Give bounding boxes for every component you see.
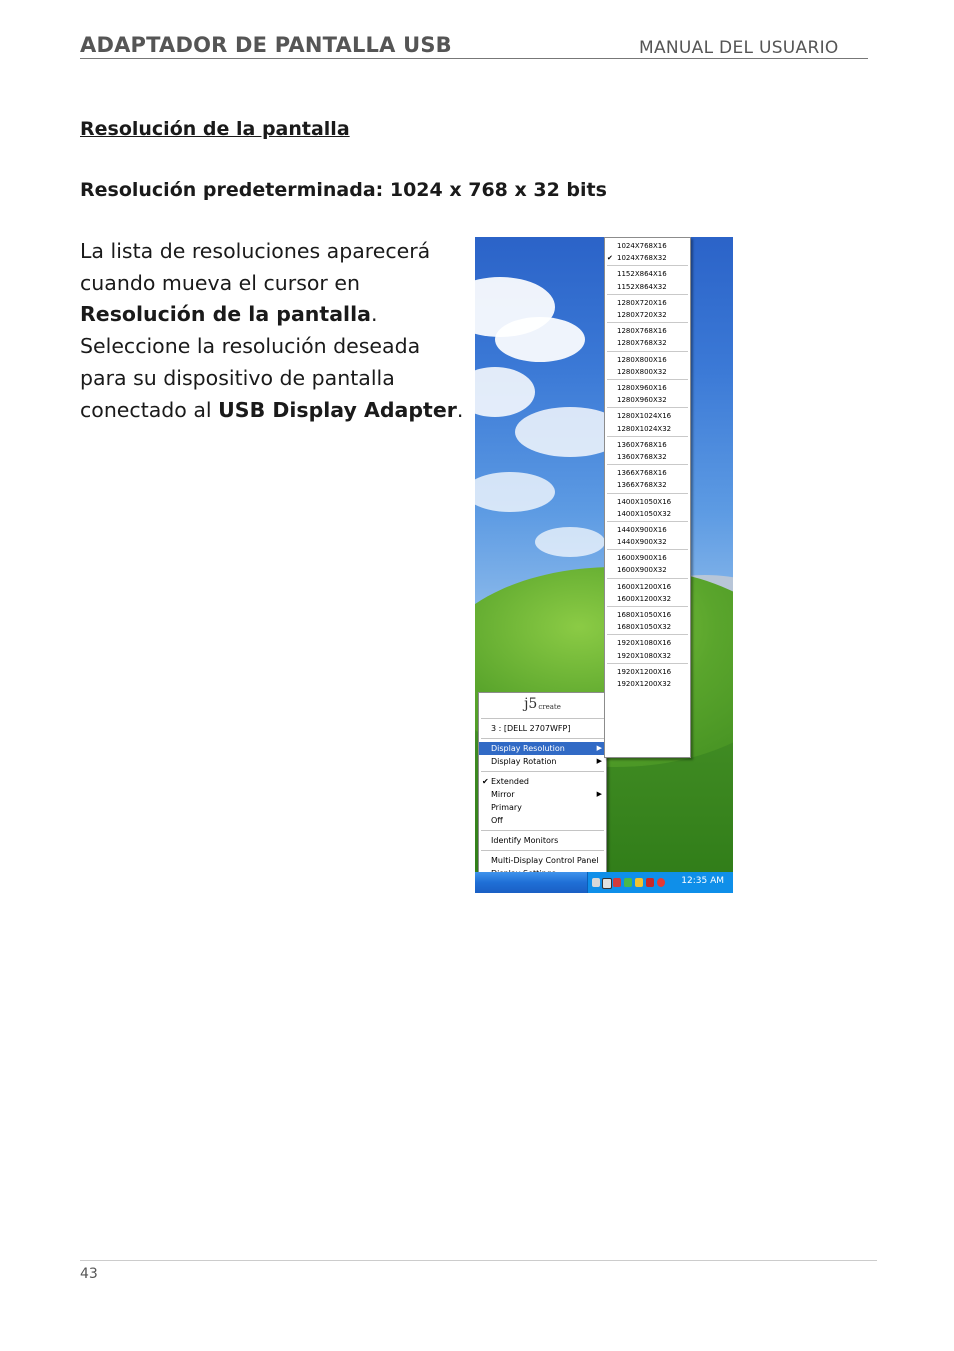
resolution-submenu[interactable] xyxy=(604,237,691,758)
menu-item-off[interactable]: Off xyxy=(491,816,503,825)
resolution-label: 1920X1080X16 xyxy=(617,639,672,648)
menu-item-display-rotation[interactable]: Display Rotation ▶ xyxy=(491,757,602,766)
resolution-group xyxy=(607,323,688,351)
resolution-group xyxy=(607,465,688,493)
resolution-item[interactable] xyxy=(607,451,688,463)
resolution-group xyxy=(607,380,688,408)
resolution-label: 1600X1200X32 xyxy=(617,594,672,603)
resolution-item[interactable] xyxy=(607,439,688,451)
j5create-logo: j5 create xyxy=(524,696,561,712)
resolution-group xyxy=(607,522,688,550)
resolution-item[interactable] xyxy=(607,609,688,621)
resolution-item[interactable] xyxy=(607,496,688,508)
resolution-label: 1024X768X32 xyxy=(617,254,667,263)
resolution-label: 1680X1050X32 xyxy=(617,623,672,632)
default-resolution-subtitle: Resolución predeterminada: 1024 x 768 x 32 bits xyxy=(80,179,607,201)
resolution-label: 1152X864X32 xyxy=(617,282,667,291)
resolution-label: 1280X800X32 xyxy=(617,367,667,376)
resolution-group xyxy=(607,635,688,663)
resolution-item[interactable] xyxy=(607,394,688,406)
resolution-item[interactable] xyxy=(607,366,688,378)
resolution-item[interactable] xyxy=(607,337,688,349)
resolution-item[interactable] xyxy=(607,678,688,690)
resolution-label: 1152X864X16 xyxy=(617,270,667,279)
resolution-label: 1920X1200X16 xyxy=(617,667,672,676)
resolution-item[interactable] xyxy=(607,593,688,605)
resolution-item[interactable] xyxy=(607,252,688,264)
resolution-group xyxy=(607,238,688,266)
resolution-item[interactable] xyxy=(607,581,688,593)
para-text-2: . Seleccione la resolución deseada para su dispositivo de pantalla conectado al xyxy=(80,302,421,422)
submenu-arrow-icon: ▶ xyxy=(596,744,602,752)
menu-item-identify-monitors[interactable]: Identify Monitors xyxy=(491,836,559,845)
tray-icon-shield[interactable] xyxy=(657,878,665,887)
resolution-label: 1280X768X32 xyxy=(617,339,667,348)
resolution-label: 1280X960X16 xyxy=(617,383,667,392)
resolution-item[interactable] xyxy=(607,309,688,321)
cloud xyxy=(495,317,585,362)
resolution-label: 1680X1050X16 xyxy=(617,611,672,620)
resolution-item[interactable] xyxy=(607,666,688,678)
resolution-group xyxy=(607,408,688,436)
resolution-item[interactable] xyxy=(607,281,688,293)
tray-icon-volume[interactable] xyxy=(635,878,643,887)
para-bold-2: USB Display Adapter xyxy=(218,397,457,422)
resolution-label: 1920X1080X32 xyxy=(617,651,672,660)
tray-icon-antivirus[interactable] xyxy=(646,878,654,887)
resolution-label: 1366X768X32 xyxy=(617,481,667,490)
tray-icon-update[interactable] xyxy=(624,878,632,887)
menu-item-extended[interactable]: ✔ Extended xyxy=(482,777,529,786)
resolution-item[interactable] xyxy=(607,621,688,633)
taskbar xyxy=(475,872,733,893)
resolution-item[interactable] xyxy=(607,524,688,536)
cloud xyxy=(475,472,555,512)
submenu-arrow-icon: ▶ xyxy=(596,757,602,765)
menu-item-monitor[interactable]: 3 : [DELL 2707WFP] xyxy=(491,724,571,733)
resolution-label: 1280X768X16 xyxy=(617,327,667,336)
resolution-item[interactable] xyxy=(607,423,688,435)
resolution-label: 1024X768X16 xyxy=(617,242,667,250)
resolution-group xyxy=(607,352,688,380)
resolution-item[interactable] xyxy=(607,240,688,252)
resolution-item[interactable] xyxy=(607,354,688,366)
resolution-group xyxy=(607,579,688,607)
instructions-paragraph xyxy=(80,236,470,426)
resolution-group xyxy=(607,437,688,465)
system-tray xyxy=(587,872,733,893)
resolution-group xyxy=(607,266,688,294)
resolution-group xyxy=(607,550,688,578)
resolution-label: 1440X900X16 xyxy=(617,525,667,534)
page-number: 43 xyxy=(80,1266,98,1282)
resolution-item[interactable] xyxy=(607,382,688,394)
para-bold-1: Resolución de la pantalla xyxy=(80,302,371,327)
resolution-label: 1280X800X16 xyxy=(617,355,667,364)
clock: 12:35 AM xyxy=(681,876,724,886)
resolution-label: 1360X768X32 xyxy=(617,452,667,461)
resolution-item[interactable] xyxy=(607,650,688,662)
submenu-arrow-icon: ▶ xyxy=(596,790,602,798)
resolution-label: 1400X1050X32 xyxy=(617,509,672,518)
cloud xyxy=(475,367,535,417)
header-rule xyxy=(80,58,868,59)
resolution-item[interactable] xyxy=(607,297,688,309)
header-title: ADAPTADOR DE PANTALLA USB xyxy=(80,33,452,57)
resolution-label: 1280X960X32 xyxy=(617,396,667,405)
resolution-label: 1280X1024X32 xyxy=(617,424,672,433)
checkmark-icon: ✔ xyxy=(482,777,489,786)
resolution-item[interactable] xyxy=(607,268,688,280)
resolution-label: 1600X1200X16 xyxy=(617,582,672,591)
menu-item-mirror[interactable]: Mirror ▶ xyxy=(491,790,602,799)
resolution-item[interactable] xyxy=(607,508,688,520)
resolution-label: 1366X768X16 xyxy=(617,469,667,478)
resolution-menu-screenshot xyxy=(475,237,733,893)
menu-item-control-panel[interactable]: Multi-Display Control Panel xyxy=(491,856,599,865)
resolution-label: 1600X900X16 xyxy=(617,554,667,563)
resolution-group xyxy=(607,494,688,522)
menu-item-primary[interactable]: Primary xyxy=(491,803,522,812)
resolution-item[interactable] xyxy=(607,637,688,649)
footer-rule xyxy=(80,1260,877,1261)
resolution-item[interactable] xyxy=(607,325,688,337)
resolution-label: 1280X1024X16 xyxy=(617,412,672,421)
resolution-label: 1600X900X32 xyxy=(617,566,667,575)
header-manual-label: MANUAL DEL USUARIO xyxy=(639,38,839,58)
resolution-item[interactable] xyxy=(607,564,688,576)
resolution-item[interactable] xyxy=(607,467,688,479)
menu-item-display-resolution[interactable]: Display Resolution ▶ xyxy=(479,742,606,755)
resolution-item[interactable] xyxy=(607,536,688,548)
display-context-menu[interactable] xyxy=(478,692,607,885)
checkmark-icon: ✔ xyxy=(607,254,613,263)
resolution-label: 1920X1200X32 xyxy=(617,680,672,689)
tray-icon-security[interactable] xyxy=(613,878,621,887)
resolution-group xyxy=(607,607,688,635)
resolution-group xyxy=(607,664,688,692)
resolution-label: 1440X900X32 xyxy=(617,538,667,547)
para-text-1: La lista de resoluciones aparecerá cuando mueva el cursor en xyxy=(80,239,431,295)
section-title: Resolución de la pantalla xyxy=(80,118,350,140)
resolution-group xyxy=(607,295,688,323)
resolution-label: 1400X1050X16 xyxy=(617,497,672,506)
tray-icon-display-adapter[interactable] xyxy=(602,878,612,889)
tray-icon-network[interactable] xyxy=(592,878,600,887)
resolution-item[interactable] xyxy=(607,479,688,491)
resolution-label: 1360X768X16 xyxy=(617,440,667,449)
para-text-3: . xyxy=(456,397,464,422)
cloud xyxy=(535,527,605,557)
resolution-item[interactable] xyxy=(607,552,688,564)
resolution-label: 1280X720X16 xyxy=(617,298,667,307)
resolution-item[interactable] xyxy=(607,410,688,422)
resolution-label: 1280X720X32 xyxy=(617,310,667,319)
